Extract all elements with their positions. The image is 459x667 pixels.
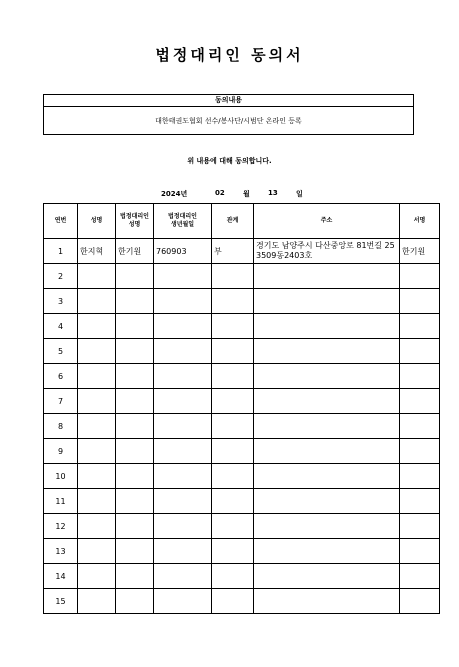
cell-name (78, 489, 116, 514)
cell-guardian-name (116, 489, 154, 514)
cell-name (78, 539, 116, 564)
table-row (44, 564, 440, 589)
cell-name (78, 264, 116, 289)
cell-name (78, 339, 116, 364)
cell-guardian-birthdate (154, 364, 212, 389)
cell-signature (400, 514, 440, 539)
cell-address (254, 439, 400, 464)
cell-guardian-name (116, 464, 154, 489)
document-title: 법정대리인 동의서 (155, 46, 304, 64)
consent-content: 대한태권도협회 선수/봉사단/시범단 온라인 등록 (155, 117, 302, 125)
cell-signature (400, 414, 440, 439)
cell-no: 13 (44, 539, 78, 564)
cell-guardian-birthdate (154, 414, 212, 439)
cell-address (254, 264, 400, 289)
cell-guardian-birthdate (154, 589, 212, 614)
table-row (44, 264, 440, 289)
cell-relation (212, 264, 254, 289)
cell-signature (400, 389, 440, 414)
date-month: 02 (215, 189, 225, 197)
date-year: 2024년 (161, 190, 188, 198)
cell-name: 한지혁 (78, 239, 116, 264)
table-row (44, 364, 440, 389)
header-guardian-name: 법정대리인 성명 (116, 204, 154, 239)
cell-guardian-birthdate (154, 564, 212, 589)
cell-signature (400, 464, 440, 489)
cell-name (78, 589, 116, 614)
cell-address (254, 464, 400, 489)
date-day: 13 (268, 189, 278, 197)
cell-relation (212, 489, 254, 514)
cell-no: 5 (44, 339, 78, 364)
cell-address (254, 489, 400, 514)
header-relation: 관계 (212, 204, 254, 239)
cell-no: 2 (44, 264, 78, 289)
cell-address (254, 314, 400, 339)
table-row (44, 389, 440, 414)
cell-relation: 부 (212, 239, 254, 264)
cell-no: 6 (44, 364, 78, 389)
cell-address (254, 289, 400, 314)
cell-relation (212, 339, 254, 364)
cell-address (254, 514, 400, 539)
cell-relation (212, 439, 254, 464)
cell-relation (212, 539, 254, 564)
cell-no: 1 (44, 239, 78, 264)
table-header-row (44, 204, 440, 239)
cell-guardian-birthdate (154, 289, 212, 314)
cell-no: 7 (44, 389, 78, 414)
cell-relation (212, 589, 254, 614)
table-body (44, 239, 440, 614)
cell-no: 3 (44, 289, 78, 314)
cell-name (78, 464, 116, 489)
cell-address (254, 339, 400, 364)
date-day-unit: 일 (296, 190, 303, 198)
cell-signature (400, 589, 440, 614)
cell-guardian-name: 한기원 (116, 239, 154, 264)
cell-guardian-name (116, 589, 154, 614)
table-row (44, 514, 440, 539)
cell-address (254, 389, 400, 414)
table-row (44, 464, 440, 489)
cell-guardian-birthdate: 760903 (154, 239, 212, 264)
cell-signature (400, 289, 440, 314)
cell-address (254, 539, 400, 564)
cell-name (78, 389, 116, 414)
cell-guardian-birthdate (154, 464, 212, 489)
cell-no: 15 (44, 589, 78, 614)
cell-relation (212, 514, 254, 539)
cell-address (254, 414, 400, 439)
guardian-consent-table (43, 203, 440, 614)
header-guardian-birthdate: 법정대리인 생년월일 (154, 204, 212, 239)
cell-guardian-name (116, 539, 154, 564)
cell-signature (400, 314, 440, 339)
cell-relation (212, 414, 254, 439)
cell-signature (400, 364, 440, 389)
cell-guardian-name (116, 389, 154, 414)
consent-header: 동의내용 (44, 95, 413, 107)
cell-guardian-name (116, 564, 154, 589)
cell-relation (212, 314, 254, 339)
cell-guardian-birthdate (154, 489, 212, 514)
cell-guardian-birthdate (154, 339, 212, 364)
cell-guardian-name (116, 439, 154, 464)
cell-no: 14 (44, 564, 78, 589)
cell-guardian-name (116, 514, 154, 539)
cell-relation (212, 464, 254, 489)
table-row (44, 489, 440, 514)
table-row (44, 439, 440, 464)
cell-signature (400, 539, 440, 564)
cell-guardian-name (116, 364, 154, 389)
cell-relation (212, 364, 254, 389)
cell-guardian-birthdate (154, 264, 212, 289)
cell-no: 12 (44, 514, 78, 539)
cell-name (78, 564, 116, 589)
cell-relation (212, 389, 254, 414)
cell-guardian-name (116, 289, 154, 314)
consent-box (43, 94, 414, 135)
cell-name (78, 514, 116, 539)
cell-signature (400, 339, 440, 364)
table-row (44, 239, 440, 264)
cell-guardian-birthdate (154, 314, 212, 339)
cell-name (78, 314, 116, 339)
cell-signature: 한기원 (400, 239, 440, 264)
cell-no: 11 (44, 489, 78, 514)
cell-guardian-name (116, 264, 154, 289)
cell-address (254, 589, 400, 614)
cell-signature (400, 439, 440, 464)
header-address: 주소 (254, 204, 400, 239)
cell-no: 8 (44, 414, 78, 439)
cell-no: 10 (44, 464, 78, 489)
cell-guardian-name (116, 314, 154, 339)
cell-signature (400, 489, 440, 514)
table-row (44, 539, 440, 564)
cell-guardian-name (116, 414, 154, 439)
table-row (44, 589, 440, 614)
cell-name (78, 364, 116, 389)
table-row (44, 414, 440, 439)
header-signature: 서명 (400, 204, 440, 239)
cell-guardian-name (116, 339, 154, 364)
header-name: 성명 (78, 204, 116, 239)
cell-name (78, 289, 116, 314)
cell-guardian-birthdate (154, 514, 212, 539)
cell-guardian-birthdate (154, 439, 212, 464)
cell-guardian-birthdate (154, 539, 212, 564)
cell-address (254, 364, 400, 389)
cell-name (78, 439, 116, 464)
cell-name (78, 414, 116, 439)
cell-no: 4 (44, 314, 78, 339)
cell-relation (212, 289, 254, 314)
header-no: 연번 (44, 204, 78, 239)
cell-signature (400, 264, 440, 289)
cell-signature (400, 564, 440, 589)
date-month-unit: 월 (243, 190, 250, 198)
agreement-statement: 위 내용에 대해 동의합니다. (187, 157, 272, 165)
cell-address (254, 564, 400, 589)
table-row (44, 339, 440, 364)
cell-guardian-birthdate (154, 389, 212, 414)
cell-address: 경기도 남양주시 다산중앙로 81번길 25 3509동2403호 (254, 239, 400, 264)
table-row (44, 314, 440, 339)
table-row (44, 289, 440, 314)
cell-no: 9 (44, 439, 78, 464)
cell-relation (212, 564, 254, 589)
